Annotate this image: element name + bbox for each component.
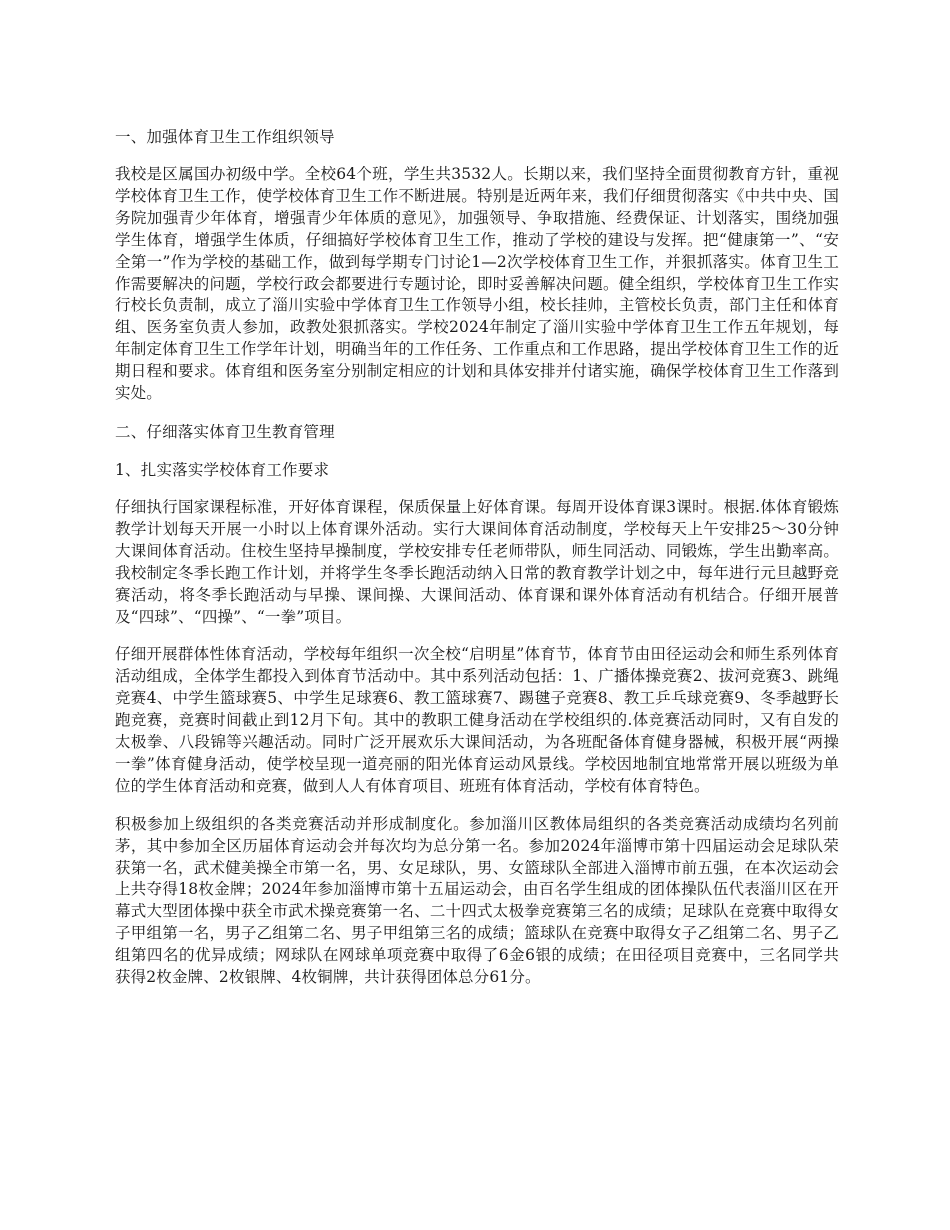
paragraph-competitions: 积极参加上级组织的各类竞赛活动并形成制度化。参加淄川区教体局组织的各类竞赛活动成绩均名列前茅，其中参加全区历届体育运动会并每次均为总分第一名。参加2024年淄博市第十四届运动会足球队荣获第一名，武术健美操全市第一名，男、女足球队，男、女篮球队全部进入淄博市前五强，在本次运动会上共夺得18枚金牌；2024年参加淄博市第十五届运动会，由百名学生组成的团体操队伍代表淄川区在开幕式大型团体操中获全市武术操竞赛第一名、二十四式太极拳竞赛第三名的成绩；足球队在竞赛中取得女子甲组第一名，男子乙组第二名、男子甲组第三名的成绩；篮球队在竞赛中取得女子乙组第二名、男子乙组第四名的优异成绩；网球队在网球单项竞赛中取得了6金6银的成绩；在田径项目竞赛中，三名同学共获得2枚金牌、2枚银牌、4枚铜牌，共计获得团体总分61分。 [115, 814, 839, 987]
document-page [115, 126, 839, 1005]
section-heading-2: 二、仔细落实体育卫生教育管理 [115, 422, 335, 441]
paragraph-curriculum: 仔细执行国家课程标准，开好体育课程，保质保量上好体育课。每周开设体育课3课时。根据.体体育锻炼教学计划每天开展一小时以上体育课外活动。实行大课间体育活动制度，学校每天上午安排25～30分钟大课间体育活动。住校生坚持早操制度，学校安排专任老师带队，师生同活动、同锻炼，学生出勤率高。我校制定冬季长跑工作计划，并将学生冬季长跑活动纳入日常的教育教学计划之中，每年进行元旦越野竞赛活动，将冬季长跑活动与早操、课间操、大课间活动、体育课和课外体育活动有机结合。仔细开展普及“四球”、“四操”、“一拳”项目。 [115, 497, 839, 626]
paragraph-group-activities: 仔细开展群体性体育活动，学校每年组织一次全校“启明星”体育节，体育节由田径运动会和师生系列体育活动组成，全体学生都投入到体育节活动中。其中系列活动包括：1、广播体操竞赛2、拔河竞赛3、跳绳竞赛4、中学生篮球赛5、中学生足球赛6、教工篮球赛7、踢毽子竞赛8、教工乒乓球竞赛9、冬季越野长跑竞赛，竞赛时间截止到12月下旬。其中的教职工健身活动在学校组织的.体竞赛活动同时，又有自发的太极拳、八段锦等兴趣活动。同时广泛开展欢乐大课间活动，为各班配备体育健身器械，积极开展“两操一拳”体育健身活动，使学校呈现一道亮丽的阳光体育运动风景线。学校因地制宜地常常开展以班级为单位的学生体育活动和竞赛，做到人人有体育项目、班班有体育活动，学校有体育特色。 [115, 645, 839, 795]
paragraph-organization: 我校是区属国办初级中学。全校64个班，学生共3532人。长期以来，我们坚持全面贯彻教育方针，重视学校体育卫生工作，使学校体育卫生工作不断进展。特别是近两年来，我们仔细贯彻落实《中共中央、国务院加强青少年体育，增强青少年体质的意见》，加强领导、争取措施、经费保证、计划落实，围绕加强学生体育，增强学生体质，仔细搞好学校体育卫生工作，推动了学校的建设与发挥。把“健康第一”、“安全第一”作为学校的基础工作，做到每学期专门讨论1—2次学校体育卫生工作，并狠抓落实。体育卫生工作需要解决的问题，学校行政会都要进行专题讨论，即时妥善解决问题。健全组织，学校体育卫生工作实行校长负责制，成立了淄川实验中学体育卫生工作领导小组，校长挂帅，主管校长负责，部门主任和体育组、医务室负责人参加，政教处狠抓落实。学校2024年制定了淄川实验中学体育卫生工作五年规划，每年制定体育卫生工作学年计划，明确当年的工作任务、工作重点和工作思路，提出学校体育卫生工作的近期日程和要求。体育组和医务室分别制定相应的计划和具体安排并付诸实施，确保学校体育卫生工作落到实处。 [115, 165, 839, 403]
subsection-heading-1: 1、扎实落实学校体育工作要求 [115, 460, 330, 479]
section-heading-1: 一、加强体育卫生工作组织领导 [115, 128, 335, 146]
